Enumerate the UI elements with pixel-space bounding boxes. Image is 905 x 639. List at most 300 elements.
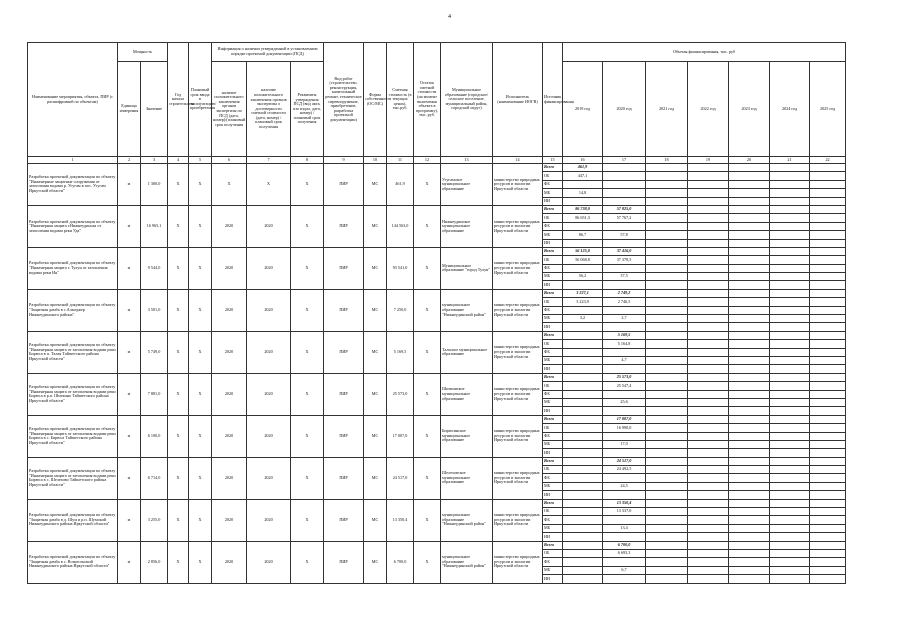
power-value: 7 881,0 [141, 373, 168, 415]
amount-2020: 25 547,4 [603, 382, 646, 390]
amount-empty [688, 205, 729, 213]
start-year: Х [168, 373, 189, 415]
executor: министерство природных ресурсов и экологии Иркутской области [493, 415, 543, 457]
psd-approval: Х [291, 457, 324, 499]
funding-source: ИИ [543, 197, 563, 205]
power-unit: м [118, 331, 141, 373]
amount-2020: 13,4 [603, 524, 646, 532]
amount-empty [646, 466, 688, 474]
power-value: 1 300,0 [141, 164, 168, 206]
funding-source: ФБ [543, 432, 563, 440]
funding-source: МБ [543, 315, 563, 323]
amount-empty [729, 440, 770, 448]
table-row [28, 164, 846, 172]
amount-2019 [563, 390, 603, 398]
amount-empty [810, 440, 846, 448]
funding-source: МБ [543, 231, 563, 239]
start-year: Х [168, 457, 189, 499]
column-number-row [28, 157, 846, 164]
amount-empty [810, 415, 846, 423]
amount-empty [810, 247, 846, 255]
executor: министерство природных ресурсов и экологии Иркутской области [493, 289, 543, 331]
psd-expertise: 2020 [212, 247, 247, 289]
page-number: 4 [448, 14, 451, 20]
funding-source: ФБ [543, 474, 563, 482]
amount-empty [729, 390, 770, 398]
power-unit: м [118, 164, 141, 206]
funding-source: ИИ [543, 449, 563, 457]
amount-empty [729, 205, 770, 213]
amount-empty [810, 189, 846, 197]
amount-empty [646, 390, 688, 398]
funding-source: ОБ [543, 214, 563, 222]
remaining-cost: Х [414, 499, 441, 541]
amount-empty [729, 541, 770, 549]
amount-empty [646, 382, 688, 390]
amount-empty [729, 516, 770, 524]
header-ownership: Форма собственности (ОС/МС) [364, 43, 387, 157]
work-type: ПИР [324, 373, 364, 415]
amount-2019 [563, 340, 603, 348]
amount-empty [646, 516, 688, 524]
amount-2020 [603, 348, 646, 356]
header-power-unit: Единица измерения [118, 62, 141, 157]
amount-empty [810, 164, 846, 172]
funding-source: ОБ [543, 466, 563, 474]
header-year: 2019 год [563, 62, 603, 157]
work-type: ПИР [324, 205, 364, 247]
amount-empty [729, 524, 770, 532]
amount-empty [646, 482, 688, 490]
amount-2020: 6 693,3 [603, 549, 646, 557]
amount-2019 [563, 281, 603, 289]
amount-empty [770, 541, 810, 549]
amount-empty [646, 566, 688, 574]
plan-year: Х [189, 373, 212, 415]
amount-empty [729, 356, 770, 364]
amount-empty [810, 356, 846, 364]
column-number: 21 [770, 157, 810, 164]
column-number: 8 [291, 157, 324, 164]
amount-empty [688, 407, 729, 415]
amount-empty [646, 524, 688, 532]
amount-empty [810, 239, 846, 247]
funding-source: ИИ [543, 491, 563, 499]
start-year: Х [168, 247, 189, 289]
amount-empty [688, 482, 729, 490]
amount-empty [646, 499, 688, 507]
funding-source: МБ [543, 566, 563, 574]
amount-2020 [603, 239, 646, 247]
funding-source: ОБ [543, 256, 563, 264]
amount-empty [688, 298, 729, 306]
ownership: МС [364, 373, 387, 415]
amount-2020: 37,5 [603, 273, 646, 281]
header-start-year: Год начала строительства [168, 43, 189, 157]
power-unit: м [118, 205, 141, 247]
amount-empty [729, 298, 770, 306]
amount-empty [770, 373, 810, 381]
object-name: Разработка проектной документации по объекту "Инженерная защита от затопления водами реки Бирюса в п. Талая Тайшетского района Иркутской области" [28, 331, 118, 373]
funding-source: Всего [543, 499, 563, 507]
amount-empty [646, 197, 688, 205]
amount-2019 [563, 306, 603, 314]
amount-empty [688, 449, 729, 457]
amount-empty [646, 247, 688, 255]
amount-2019: 56 068,8 [563, 256, 603, 264]
amount-empty [688, 474, 729, 482]
amount-empty [770, 558, 810, 566]
funding-source: ИИ [543, 575, 563, 583]
amount-empty [646, 189, 688, 197]
executor: министерство природных ресурсов и экологии Иркутской области [493, 457, 543, 499]
amount-empty [646, 558, 688, 566]
amount-2019 [563, 331, 603, 339]
amount-empty [729, 508, 770, 516]
amount-empty [646, 398, 688, 406]
column-number: 1 [28, 157, 118, 164]
amount-2020: 16 990,0 [603, 424, 646, 432]
power-unit: м [118, 457, 141, 499]
amount-empty [770, 432, 810, 440]
amount-empty [810, 331, 846, 339]
column-number: 19 [688, 157, 729, 164]
amount-2019 [563, 474, 603, 482]
estimated-cost: 25 573,0 [387, 373, 414, 415]
column-number: 4 [168, 157, 189, 164]
amount-empty [688, 398, 729, 406]
amount-2020 [603, 172, 646, 180]
amount-empty [729, 256, 770, 264]
amount-2019 [563, 398, 603, 406]
psd-expertise: Х [212, 164, 247, 206]
column-number: 3 [141, 157, 168, 164]
amount-empty [688, 281, 729, 289]
funding-source: Всего [543, 205, 563, 213]
header-funding: Объемы финансирования, тыс. руб [563, 43, 846, 62]
amount-empty [729, 566, 770, 574]
amount-empty [770, 424, 810, 432]
amount-empty [810, 482, 846, 490]
amount-2020 [603, 575, 646, 583]
psd-expertise: 2020 [212, 205, 247, 247]
amount-empty [729, 449, 770, 457]
column-number: 13 [441, 157, 493, 164]
amount-empty [729, 273, 770, 281]
amount-empty [688, 499, 729, 507]
estimated-cost: 461,9 [387, 164, 414, 206]
amount-empty [688, 214, 729, 222]
amount-2019 [563, 323, 603, 331]
amount-empty [810, 398, 846, 406]
amount-empty [770, 323, 810, 331]
amount-empty [729, 197, 770, 205]
header-municipality: Муниципальное образование (городское/сельское поселение, муниципальный район, городской округ) [441, 43, 493, 157]
amount-empty [688, 373, 729, 381]
amount-empty [729, 289, 770, 297]
funding-source: ОБ [543, 508, 563, 516]
municipality: Шиткинское муниципальное образование [441, 373, 493, 415]
amount-empty [688, 533, 729, 541]
header-rem-cost: Остаток сметной стоимости (на момент включения объекта в программу), тыс. руб. [414, 43, 441, 157]
funding-source: МБ [543, 398, 563, 406]
plan-year: Х [189, 457, 212, 499]
amount-2020 [603, 558, 646, 566]
amount-2020 [603, 474, 646, 482]
estimated-cost: 17 007,0 [387, 415, 414, 457]
header-est-cost: Сметная стоимость (в текущих ценах), тыс.руб. [387, 43, 414, 157]
amount-empty [770, 407, 810, 415]
amount-empty [646, 356, 688, 364]
amount-empty [770, 575, 810, 583]
amount-empty [729, 549, 770, 557]
amount-empty [770, 331, 810, 339]
power-unit: м [118, 289, 141, 331]
amount-2019: 56,2 [563, 273, 603, 281]
header-plan-year: Плановый срок ввода в эксплуатацию/приобретения [189, 43, 212, 157]
amount-empty [810, 264, 846, 272]
amount-2019 [563, 415, 603, 423]
amount-empty [646, 205, 688, 213]
amount-empty [729, 340, 770, 348]
amount-2020 [603, 516, 646, 524]
amount-2020 [603, 306, 646, 314]
amount-2020 [603, 449, 646, 457]
amount-empty [729, 214, 770, 222]
amount-empty [729, 180, 770, 188]
amount-empty [770, 306, 810, 314]
amount-empty [729, 365, 770, 373]
amount-empty [729, 164, 770, 172]
amount-empty [770, 356, 810, 364]
funding-source: ФБ [543, 558, 563, 566]
amount-2020: 37 378,5 [603, 256, 646, 264]
executor: министерство природных ресурсов и экологии Иркутской области [493, 373, 543, 415]
amount-2019 [563, 466, 603, 474]
amount-2020: 57 825,0 [603, 205, 646, 213]
amount-empty [646, 491, 688, 499]
power-value: 9 544,0 [141, 247, 168, 289]
start-year: Х [168, 289, 189, 331]
column-number: 5 [189, 157, 212, 164]
header-power: Мощность [118, 43, 168, 62]
amount-empty [810, 491, 846, 499]
psd-expertise: 2020 [212, 499, 247, 541]
amount-2019: 447,1 [563, 172, 603, 180]
remaining-cost: Х [414, 541, 441, 583]
amount-empty [810, 533, 846, 541]
psd-cost-expertise: 2020 [247, 289, 291, 331]
funding-source: ИИ [543, 239, 563, 247]
object-name: Разработка проектной документации по объекту "Защитная дамба в д. Шум и р.п. Шумский Нижнеудинского района Иркутской области" [28, 499, 118, 541]
amount-empty [688, 440, 729, 448]
amount-empty [646, 331, 688, 339]
municipality: Шелеховское муниципальное образование [441, 457, 493, 499]
psd-expertise: 2020 [212, 373, 247, 415]
header-year: 2020 год [603, 62, 646, 157]
power-value: 6 714,0 [141, 457, 168, 499]
power-value: 3 255,0 [141, 499, 168, 541]
estimated-cost: 6 700,0 [387, 541, 414, 583]
executor: министерство природных ресурсов и экологии Иркутской области [493, 331, 543, 373]
estimated-cost: 5 169,5 [387, 331, 414, 373]
amount-empty [688, 273, 729, 281]
amount-2020 [603, 222, 646, 230]
amount-empty [688, 340, 729, 348]
object-name: Разработка проектной документации по объекту "Инженерная защита от затопления водами реки Бирюса в с. Бирюса Тайшетского района Иркутской области" [28, 415, 118, 457]
amount-empty [688, 189, 729, 197]
power-value: 5 749,0 [141, 331, 168, 373]
funding-source: Всего [543, 541, 563, 549]
amount-2019: 3 223,9 [563, 298, 603, 306]
amount-empty [770, 491, 810, 499]
amount-2020: 24 517,0 [603, 457, 646, 465]
psd-approval: Х [291, 289, 324, 331]
header-power-value: Значение [141, 62, 168, 157]
amount-empty [810, 289, 846, 297]
amount-empty [770, 549, 810, 557]
amount-2020: 24 492,5 [603, 466, 646, 474]
amount-2019 [563, 541, 603, 549]
amount-empty [646, 214, 688, 222]
amount-empty [688, 331, 729, 339]
amount-empty [770, 164, 810, 172]
amount-2019: 86 738,0 [563, 205, 603, 213]
amount-empty [688, 524, 729, 532]
amount-empty [688, 164, 729, 172]
amount-empty [770, 382, 810, 390]
amount-empty [729, 306, 770, 314]
amount-empty [646, 474, 688, 482]
amount-empty [646, 424, 688, 432]
amount-2020: 6 700,0 [603, 541, 646, 549]
municipality: Нижнеудинское муниципальное образование [441, 205, 493, 247]
amount-2020 [603, 323, 646, 331]
remaining-cost: Х [414, 373, 441, 415]
amount-empty [688, 247, 729, 255]
amount-empty [810, 273, 846, 281]
amount-empty [729, 432, 770, 440]
header-year: 2024 год [770, 62, 810, 157]
power-value: 16 965,1 [141, 205, 168, 247]
remaining-cost: Х [414, 164, 441, 206]
amount-empty [810, 306, 846, 314]
amount-2019: 461,9 [563, 164, 603, 172]
funding-table [27, 42, 846, 584]
psd-cost-expertise: 2020 [247, 205, 291, 247]
amount-empty [646, 180, 688, 188]
estimated-cost: 7 250,0 [387, 289, 414, 331]
amount-empty [729, 323, 770, 331]
amount-2020: 13 350,4 [603, 499, 646, 507]
amount-empty [770, 340, 810, 348]
ownership: МС [364, 331, 387, 373]
amount-empty [729, 331, 770, 339]
amount-empty [770, 516, 810, 524]
executor: министерство природных ресурсов и экологии Иркутской области [493, 247, 543, 289]
column-number: 7 [247, 157, 291, 164]
amount-2019 [563, 365, 603, 373]
amount-empty [729, 315, 770, 323]
amount-empty [646, 239, 688, 247]
amount-empty [729, 491, 770, 499]
amount-empty [646, 273, 688, 281]
amount-2019: 86,7 [563, 231, 603, 239]
amount-empty [729, 264, 770, 272]
amount-2020 [603, 180, 646, 188]
amount-empty [810, 323, 846, 331]
psd-cost-expertise: 2020 [247, 373, 291, 415]
table-row [28, 415, 846, 423]
executor: министерство природных ресурсов и экологии Иркутской области [493, 499, 543, 541]
amount-empty [646, 348, 688, 356]
work-type: ПИР [324, 541, 364, 583]
amount-empty [688, 239, 729, 247]
executor: министерство природных ресурсов и экологии Иркутской области [493, 205, 543, 247]
header-psd2: наличие положительного заключения органов экспертизы о достоверности сметной стоимости (дата, номер) / плановый срок получения [247, 62, 291, 157]
funding-source: ФБ [543, 390, 563, 398]
amount-empty [770, 281, 810, 289]
amount-empty [688, 180, 729, 188]
amount-empty [770, 189, 810, 197]
work-type: ПИР [324, 457, 364, 499]
amount-2020 [603, 164, 646, 172]
amount-empty [810, 281, 846, 289]
amount-2020 [603, 189, 646, 197]
amount-empty [729, 222, 770, 230]
power-unit: м [118, 373, 141, 415]
amount-2020: 6,7 [603, 566, 646, 574]
amount-empty [810, 457, 846, 465]
amount-empty [770, 348, 810, 356]
table-row [28, 331, 846, 339]
amount-2020: 2,7 [603, 315, 646, 323]
municipality: муниципальное образование "Нижнеудинский район" [441, 541, 493, 583]
work-type: ПИР [324, 164, 364, 206]
psd-approval: Х [291, 499, 324, 541]
amount-2019: 86 651,3 [563, 214, 603, 222]
header-year: 2022 год [688, 62, 729, 157]
amount-empty [688, 356, 729, 364]
amount-empty [729, 281, 770, 289]
funding-source: ИИ [543, 365, 563, 373]
amount-empty [770, 214, 810, 222]
table-row [28, 289, 846, 297]
amount-empty [688, 264, 729, 272]
funding-source: ФБ [543, 264, 563, 272]
amount-empty [770, 499, 810, 507]
work-type: ПИР [324, 499, 364, 541]
remaining-cost: Х [414, 415, 441, 457]
power-unit: м [118, 247, 141, 289]
amount-2019 [563, 449, 603, 457]
amount-empty [646, 298, 688, 306]
ownership: МС [364, 415, 387, 457]
amount-empty [770, 398, 810, 406]
amount-2020 [603, 281, 646, 289]
amount-empty [688, 323, 729, 331]
executor: министерство природных ресурсов и экологии Иркутской области [493, 164, 543, 206]
object-name: Разработка проектной документации по объекту "Инженерная защита г. Тулун от затопления водами реки Ия" [28, 247, 118, 289]
amount-empty [770, 222, 810, 230]
amount-empty [646, 340, 688, 348]
amount-empty [810, 508, 846, 516]
amount-empty [810, 172, 846, 180]
amount-2019 [563, 373, 603, 381]
amount-empty [688, 566, 729, 574]
object-name: Разработка проектной документации по объекту "Защитная дамба в с. Вознесенский Нижнеудинского района Иркутской области" [28, 541, 118, 583]
psd-cost-expertise: 2020 [247, 541, 291, 583]
